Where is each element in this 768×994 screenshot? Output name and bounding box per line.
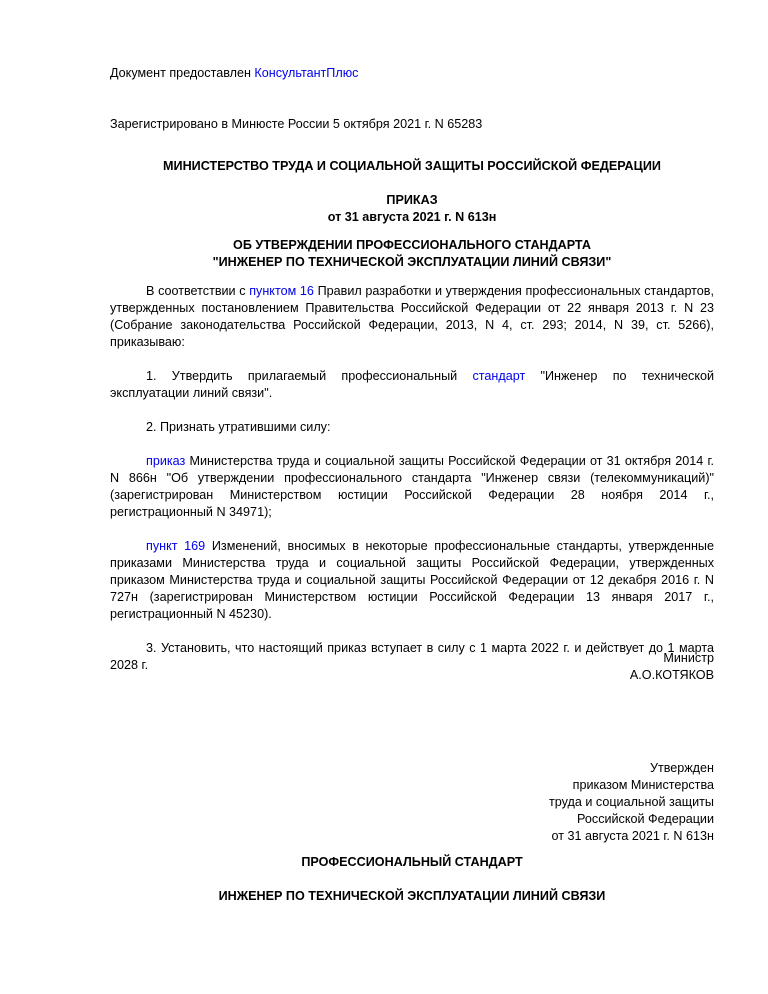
- paragraph-repealed-order: [110, 453, 714, 521]
- item-1-text-end: "Инженер по технической эксплуатации линий связи".: [110, 369, 715, 400]
- paragraph-repealed-item: [110, 538, 714, 623]
- approval-line-5: от 31 августа 2021 г. N 613н: [551, 829, 714, 843]
- approval-line-4: Российской Федерации: [577, 812, 714, 826]
- standard-name: ИНЖЕНЕР ПО ТЕХНИЧЕСКОЙ ЭКСПЛУАТАЦИИ ЛИНИЙ СВЯЗИ: [218, 889, 606, 903]
- order-title: ПРИКАЗ: [386, 193, 438, 207]
- repealed-order-text: Министерства труда и социальной защиты Российской Федерации от 31 октября 2014 г. N 866н "Об утверждении профессионального стандарта "Инженер связи (телекоммуникаций)" (зарегистрирован Министерством юстиции Российской Федерации 28 ноября 2014 г., регистрационный N 34971);: [110, 454, 714, 519]
- order-body: [110, 283, 714, 674]
- paragraph-item-1: [110, 368, 714, 402]
- order-heading: [110, 192, 714, 226]
- ministry-heading: МИНИСТЕРСТВО ТРУДА И СОЦИАЛЬНОЙ ЗАЩИТЫ РОССИЙСКОЙ ФЕДЕРАЦИИ: [163, 159, 661, 173]
- consultant-link[interactable]: КонсультантПлюс: [254, 66, 359, 80]
- standard-link[interactable]: стандарт: [472, 369, 526, 383]
- approval-line-2: приказом Министерства: [572, 778, 714, 792]
- paragraph-item-3: 3. Установить, что настоящий приказ вступает в силу с 1 марта 2022 г. и действует до 1 марта 2028 г.: [110, 641, 714, 672]
- signature-block: [400, 650, 714, 684]
- signature-name: А.О.КОТЯКОВ: [629, 668, 714, 682]
- order-date: от 31 августа 2021 г. N 613н: [327, 210, 497, 224]
- provided-by-line: [110, 65, 358, 82]
- punkt-16-link[interactable]: пунктом 16: [249, 284, 314, 298]
- registration-note: Зарегистрировано в Минюсте России 5 октября 2021 г. N 65283: [110, 117, 483, 131]
- repealed-item-text: Изменений, вносимых в некоторые профессиональные стандарты, утвержденные приказами Министерства труда и социальной защиты Российской Федерации, утвержденных приказом Министерства труда и социальной защиты Российской Федерации от 12 декабря 2016 г. N 727н (зарегистрирован Министерством юстиции Российской Федерации 13 января 2017 г., регистрационный N 45230).: [110, 539, 714, 621]
- paragraph-preamble: [110, 283, 714, 351]
- provided-by-prefix: Документ предоставлен: [110, 66, 255, 80]
- order-subject-line1: ОБ УТВЕРЖДЕНИИ ПРОФЕССИОНАЛЬНОГО СТАНДАРТА: [233, 238, 591, 252]
- approval-line-3: труда и социальной защиты: [549, 795, 714, 809]
- punkt-169-link[interactable]: пункт 169: [146, 539, 206, 553]
- approval-block: [400, 760, 714, 845]
- approval-line-1: Утвержден: [649, 761, 714, 775]
- preamble-text-end: Правил разработки и утверждения профессиональных стандартов, утвержденных постановлением Правительства Российской Федерации от 22 января 2013 г. N 23 (Собрание законодательства Российской Федерации, 2013, N 4, ст. 293; 2014, N 39, ст. 5266), приказываю:: [110, 284, 714, 349]
- order-subject-line2: "ИНЖЕНЕР ПО ТЕХНИЧЕСКОЙ ЭКСПЛУАТАЦИИ ЛИНИЙ СВЯЗИ": [212, 255, 612, 269]
- item-1-text-start: 1. Утвердить прилагаемый профессиональный: [146, 369, 473, 383]
- prikaz-link[interactable]: приказ: [146, 454, 186, 468]
- standard-title: ПРОФЕССИОНАЛЬНЫЙ СТАНДАРТ: [301, 855, 523, 869]
- signature-position: Министр: [663, 651, 714, 665]
- preamble-text-start: В соответствии с: [146, 284, 250, 298]
- paragraph-item-2: 2. Признать утратившими силу:: [146, 420, 331, 434]
- order-subject: [110, 237, 714, 271]
